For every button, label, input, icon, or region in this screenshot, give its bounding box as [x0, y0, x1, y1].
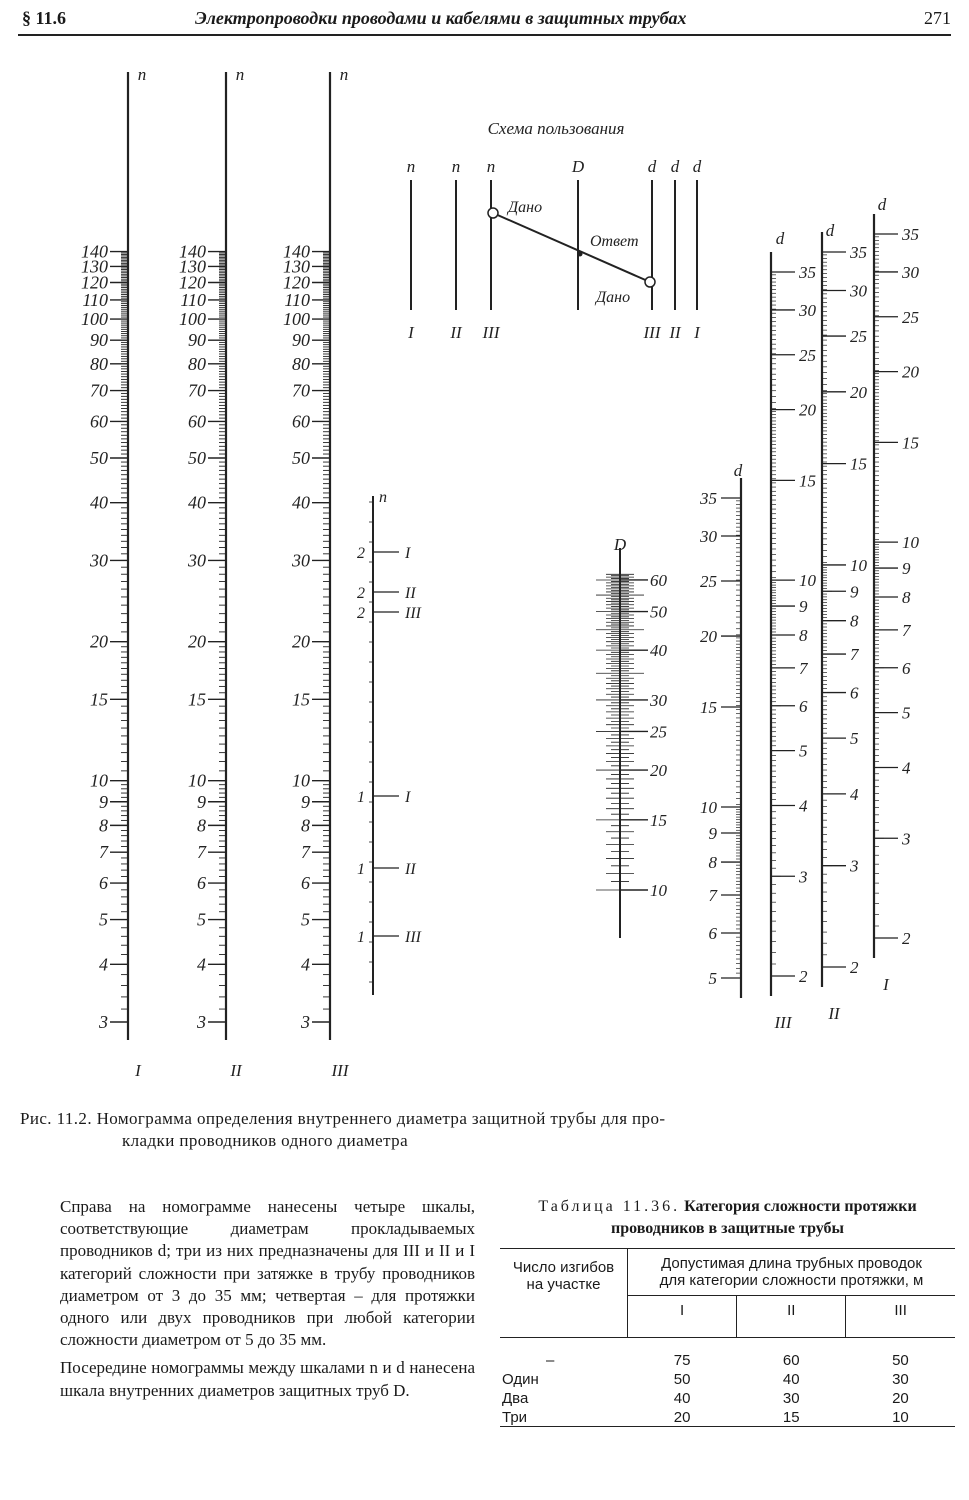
d-tick-label: 30 — [700, 527, 717, 547]
page-number: 271 — [924, 8, 951, 28]
n-tick-label: 8 — [301, 815, 310, 836]
d-tick-label: 5 — [850, 729, 859, 749]
d-tick-label: 8 — [799, 626, 808, 646]
cell-col-II: 30 — [782, 1390, 800, 1407]
d-tick-label: 5 — [708, 969, 717, 988]
D-axis-label: D — [613, 535, 627, 554]
cell-col-I: 50 — [673, 1371, 691, 1388]
d-tick-label: 8 — [850, 611, 859, 631]
n-tick-label: 110 — [82, 289, 108, 310]
d-tick-label: 15 — [850, 454, 867, 474]
table-number: Таблица 11.36. — [538, 1198, 681, 1215]
n-tick-label: 100 — [283, 309, 310, 330]
scheme-given-label: Дано — [596, 289, 631, 306]
d-tick-label: 6 — [799, 696, 808, 716]
scheme-given-point — [488, 208, 498, 218]
scheme-answer-point — [578, 252, 583, 257]
table-row — [500, 1338, 955, 1370]
d-axis-label: d — [733, 461, 743, 480]
n-axis-label: n — [339, 65, 349, 84]
category-id: I — [405, 545, 411, 562]
category-value: 2 — [357, 545, 365, 562]
d-axis-label: d — [877, 195, 887, 214]
header-cat-I: I — [628, 1296, 737, 1338]
header-cat-III: III — [846, 1296, 955, 1338]
n-tick-label: 20 — [188, 631, 206, 652]
D-tick-label: 15 — [650, 810, 667, 830]
n-tick-label: 30 — [292, 550, 310, 571]
n-tick-label: 20 — [292, 631, 310, 652]
D-tick-label: 60 — [650, 570, 667, 590]
d-tick-label: 15 — [799, 471, 816, 491]
paragraph-2: Посередине номограммы между шкалами n и d нанесена шкала внутренних диаметров защитных труб D. — [60, 1358, 475, 1400]
n-tick-label: 120 — [81, 272, 108, 293]
category-id: II — [405, 585, 416, 602]
n-tick-label: 90 — [292, 330, 310, 351]
cell-col-III: 50 — [892, 1352, 909, 1369]
d-tick-label: 10 — [700, 798, 717, 818]
caption-line-2: кладки проводников одного диаметра — [122, 1131, 409, 1150]
cell-col-I: 75 — [673, 1352, 691, 1369]
category-id: III — [405, 605, 421, 622]
conductor-diameter-scales — [699, 195, 920, 1032]
category-axis-label: n — [379, 489, 387, 506]
cell-col-bends: – — [546, 1352, 555, 1369]
d-tick-label: 9 — [902, 559, 911, 579]
scheme-bottom-label: III — [482, 323, 500, 342]
n-tick-label: 30 — [188, 550, 206, 571]
d-tick-label: 25 — [700, 571, 717, 591]
table-title — [500, 1196, 955, 1240]
table-row — [500, 1407, 955, 1427]
pipe-diameter-scale — [596, 535, 668, 938]
d-tick-label: 2 — [850, 958, 859, 977]
D-tick-label: 30 — [650, 690, 667, 710]
d-tick-label: 5 — [799, 741, 808, 761]
n-tick-label: 120 — [283, 272, 310, 293]
category-id: II — [405, 861, 416, 878]
n-tick-label: 120 — [179, 272, 206, 293]
n-tick-label: 60 — [90, 411, 108, 432]
d-tick-label: 8 — [708, 853, 717, 873]
n-tick-label: 7 — [301, 842, 310, 863]
d-scale-id: I — [883, 975, 889, 994]
n-tick-label: 60 — [188, 411, 206, 432]
n-tick-label: 70 — [188, 380, 206, 401]
scheme-top-label: D — [571, 157, 585, 176]
n-tick-label: 4 — [301, 954, 310, 975]
n-tick-label: 20 — [90, 631, 108, 652]
n-tick-label: 130 — [283, 256, 310, 277]
usage-scheme — [407, 119, 702, 342]
group-header: Допустимая длина трубных проводок для категории сложности протяжки, м — [628, 1249, 956, 1296]
n-tick-label: 15 — [90, 689, 108, 710]
scheme-bottom-label: I — [694, 323, 700, 342]
d-tick-label: 4 — [850, 784, 859, 804]
n-tick-label: 130 — [81, 256, 108, 277]
D-tick-label: 10 — [650, 881, 667, 900]
scheme-top-label: n — [451, 157, 461, 176]
scheme-top-label: d — [647, 157, 657, 176]
d-tick-label: 7 — [708, 886, 717, 906]
d-axis-label: d — [825, 221, 835, 240]
D-tick-label: 50 — [650, 602, 667, 622]
n-tick-label: 80 — [292, 353, 310, 374]
n-tick-label: 3 — [301, 1012, 310, 1032]
complexity-table — [500, 1248, 955, 1427]
category-value: 2 — [357, 605, 365, 622]
d-tick-label: 3 — [902, 829, 911, 849]
d-tick-label: 5 — [902, 703, 911, 723]
n-tick-label: 10 — [292, 770, 310, 791]
scheme-top-label: n — [406, 157, 416, 176]
scheme-given-label: Дано — [508, 199, 543, 216]
d-tick-label: 15 — [700, 698, 717, 718]
section-number: § 11.6 — [22, 8, 67, 28]
d-tick-label: 6 — [708, 924, 717, 944]
scheme-bottom-label: III — [643, 323, 661, 342]
category-id: I — [405, 789, 411, 806]
n-axis-label: n — [137, 65, 147, 84]
n-tick-label: 10 — [90, 770, 108, 791]
d-tick-label: 15 — [902, 433, 919, 453]
d-tick-label: 30 — [799, 300, 816, 320]
d-tick-label: 7 — [902, 620, 911, 640]
n-tick-label: 6 — [301, 873, 310, 894]
d-tick-label: 4 — [799, 796, 808, 816]
header-rule — [18, 34, 951, 36]
n-tick-label: 140 — [81, 241, 108, 262]
d-tick-label: 10 — [850, 555, 867, 575]
cell-col-I: 40 — [673, 1390, 691, 1407]
n-tick-label: 110 — [284, 289, 310, 310]
cell-col-II: 15 — [737, 1407, 846, 1427]
n-tick-label: 7 — [197, 842, 206, 863]
table-body — [500, 1338, 955, 1427]
cell-col-bends: Два — [502, 1390, 529, 1407]
scheme-top-label: n — [486, 157, 496, 176]
n-tick-label: 140 — [283, 241, 310, 262]
scheme-bottom-label: I — [408, 323, 414, 342]
table-row — [500, 1369, 955, 1388]
scheme-top-label: d — [670, 157, 680, 176]
d-scale-id: III — [774, 1013, 792, 1032]
d-tick-label: 20 — [902, 362, 919, 382]
n-axis-label: n — [235, 65, 245, 84]
table-caption: Категория сложности протяжки проводников в защитные трубы — [610, 1198, 917, 1237]
n-tick-label: 70 — [90, 380, 108, 401]
d-tick-label: 4 — [902, 758, 911, 778]
d-tick-label: 25 — [850, 327, 867, 347]
D-tick-label: 40 — [650, 641, 667, 661]
n-tick-label: 60 — [292, 411, 310, 432]
d-tick-label: 10 — [799, 571, 816, 591]
n-tick-label: 7 — [99, 842, 108, 863]
n-tick-label: 8 — [99, 815, 108, 836]
d-tick-label: 6 — [850, 683, 859, 703]
d-tick-label: 2 — [902, 929, 911, 948]
n-tick-label: 5 — [197, 909, 206, 930]
n-tick-label: 70 — [292, 380, 310, 401]
n-scale-id: I — [135, 1061, 141, 1080]
scheme-answer-label: Ответ — [590, 233, 639, 250]
table-row — [500, 1388, 955, 1407]
n-tick-label: 110 — [180, 289, 206, 310]
page-header — [0, 0, 969, 38]
n-tick-label: 50 — [90, 447, 108, 468]
d-tick-label: 25 — [799, 345, 816, 365]
n-tick-label: 9 — [99, 791, 108, 812]
n-tick-label: 5 — [99, 909, 108, 930]
cell-col-II: 40 — [782, 1371, 800, 1388]
nomogram-figure — [0, 40, 969, 1090]
d-tick-label: 9 — [850, 582, 859, 602]
n-tick-label: 5 — [301, 909, 310, 930]
d-tick-label: 6 — [902, 658, 911, 678]
n-tick-label: 6 — [99, 873, 108, 894]
d-tick-label: 35 — [850, 243, 867, 262]
n-tick-label: 80 — [90, 353, 108, 374]
d-tick-label: 30 — [902, 262, 919, 282]
n-tick-label: 4 — [197, 954, 206, 975]
n-tick-label: 30 — [90, 550, 108, 571]
n-scale-id: II — [230, 1061, 242, 1080]
category-value: 1 — [357, 861, 365, 878]
category-value: 2 — [357, 585, 365, 602]
scheme-given-point — [645, 277, 655, 287]
n-tick-label: 40 — [90, 492, 108, 513]
d-tick-label: 20 — [850, 382, 867, 402]
n-tick-label: 4 — [99, 954, 108, 975]
cell-col-I: 20 — [628, 1407, 737, 1427]
col-bends-header: Число изгибов на участке — [500, 1249, 628, 1338]
n-tick-label: 140 — [179, 241, 206, 262]
n-tick-label: 40 — [292, 492, 310, 513]
n-tick-label: 100 — [81, 309, 108, 330]
n-tick-label: 9 — [301, 791, 310, 812]
n-tick-label: 8 — [197, 815, 206, 836]
d-tick-label: 2 — [799, 967, 808, 986]
n-tick-label: 9 — [197, 791, 206, 812]
n-tick-label: 50 — [292, 447, 310, 468]
n-tick-label: 15 — [292, 689, 310, 710]
n-tick-label: 40 — [188, 492, 206, 513]
body-text — [60, 1196, 475, 1402]
header-cat-II: II — [737, 1296, 846, 1338]
d-tick-label: 7 — [799, 658, 808, 678]
scheme-bottom-label: II — [450, 323, 462, 342]
d-tick-label: 9 — [799, 597, 808, 617]
cell-col-III: 30 — [892, 1371, 909, 1388]
n-tick-label: 3 — [99, 1012, 108, 1032]
cell-col-bends: Один — [502, 1371, 539, 1388]
n-scales — [81, 65, 350, 1080]
n-scale-id: III — [331, 1061, 349, 1080]
d-tick-label: 35 — [700, 489, 717, 508]
d-tick-label: 20 — [700, 627, 717, 647]
n-tick-label: 90 — [90, 330, 108, 351]
scheme-top-label: d — [692, 157, 702, 176]
cell-col-bends: Три — [500, 1407, 628, 1427]
category-value: 1 — [357, 929, 365, 946]
d-tick-label: 3 — [799, 867, 808, 887]
n-tick-label: 50 — [188, 447, 206, 468]
d-scale-id: II — [828, 1004, 840, 1023]
category-value: 1 — [357, 789, 365, 806]
n-tick-label: 15 — [188, 689, 206, 710]
d-tick-label: 7 — [850, 645, 859, 665]
n-tick-label: 90 — [188, 330, 206, 351]
figure-caption — [20, 1108, 950, 1152]
D-tick-label: 20 — [650, 761, 667, 781]
d-tick-label: 20 — [799, 400, 816, 420]
scheme-bottom-label: II — [669, 323, 681, 342]
scheme-title: Схема пользования — [487, 119, 625, 138]
category-scale — [357, 489, 422, 995]
d-tick-label: 9 — [708, 824, 717, 844]
n-tick-label: 130 — [179, 256, 206, 277]
d-tick-label: 8 — [902, 588, 911, 608]
d-tick-label: 10 — [902, 533, 919, 553]
cell-col-II: 60 — [782, 1352, 800, 1369]
n-tick-label: 80 — [188, 353, 206, 374]
paragraph-1: Справа на номограмме нанесены четыре шкалы, соответствующие диаметрам прокладываемых проводников d; три из них предназначены для III и II и I категорий сложности при затяжке в трубу проводников диаметром от 3 до 35 мм; четвертая – для протяжки одного или двух проводников при любой категории сложности диаметром от 5 до 35 мм. — [60, 1197, 475, 1350]
d-tick-label: 35 — [799, 263, 816, 282]
caption-line-1: Рис. 11.2. Номограмма определения внутреннего диаметра защитной трубы для про- — [20, 1109, 666, 1128]
d-tick-label: 30 — [850, 281, 867, 301]
cell-col-III: 10 — [846, 1407, 955, 1427]
d-tick-label: 3 — [850, 856, 859, 876]
category-id: III — [405, 929, 421, 946]
d-axis-label: d — [775, 229, 785, 248]
D-tick-label: 25 — [650, 722, 667, 742]
running-title: Электропроводки проводами и кабелями в защитных трубах — [195, 8, 687, 28]
n-tick-label: 100 — [179, 309, 206, 330]
d-tick-label: 35 — [902, 225, 919, 244]
d-tick-label: 25 — [902, 307, 919, 327]
n-tick-label: 3 — [197, 1012, 206, 1032]
n-tick-label: 6 — [197, 873, 206, 894]
n-tick-label: 10 — [188, 770, 206, 791]
cell-col-III: 20 — [892, 1390, 909, 1407]
